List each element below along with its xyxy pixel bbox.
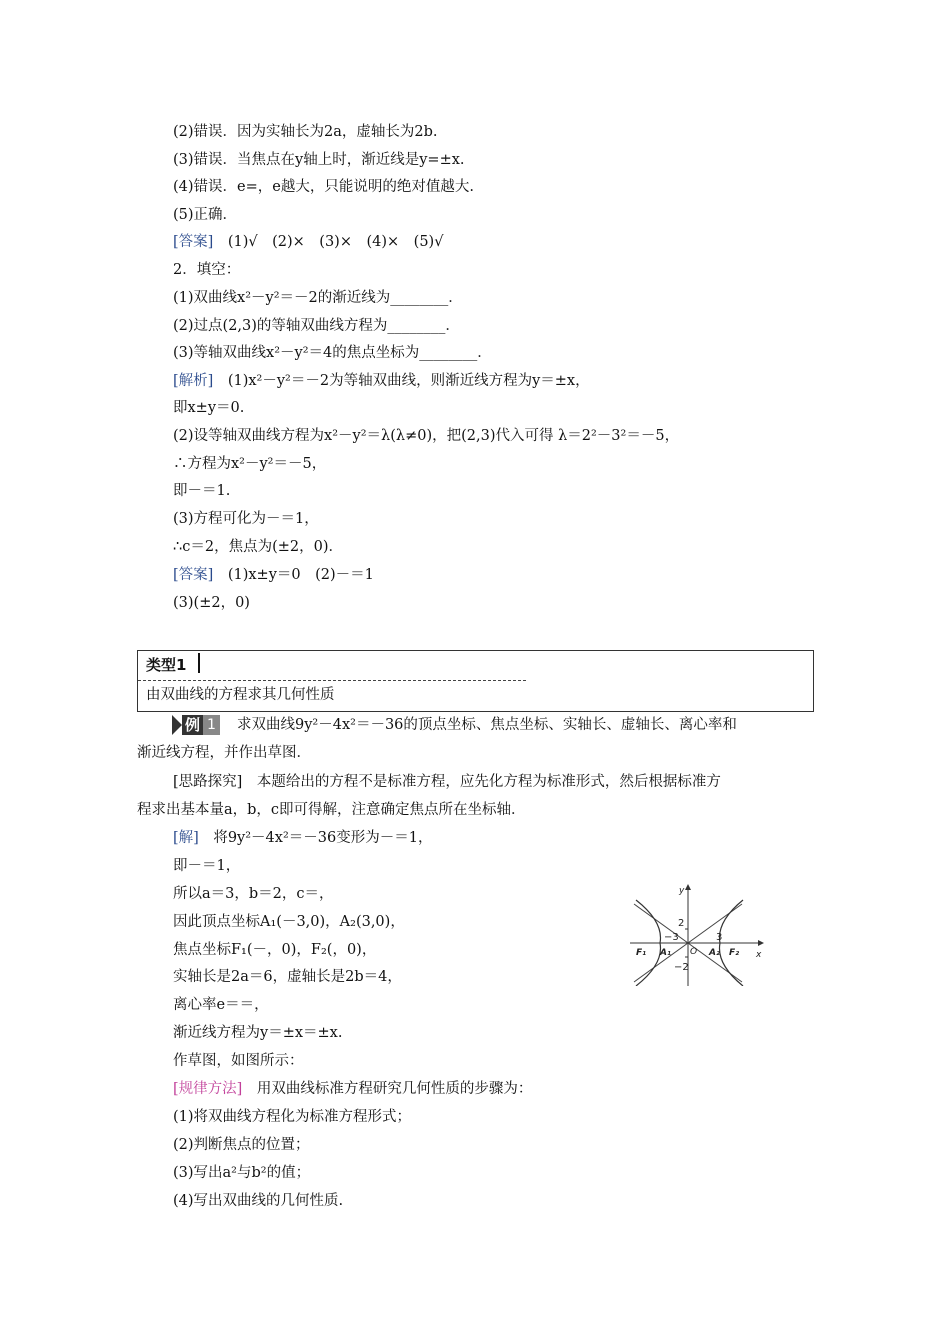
method-step-2: (2)判断焦点的位置；: [173, 1137, 310, 1153]
type-box: [137, 650, 814, 712]
analysis-line-1: [173, 371, 590, 391]
method-step-1: (1)将双曲线方程化为标准方程形式；: [173, 1109, 412, 1125]
question-2-part-2: (2)过点(2,3)的等轴双曲线方程为________．: [173, 318, 460, 334]
solution-step-4: 因此顶点坐标A₁(－3,0)，A₂(3,0)，: [173, 914, 405, 930]
think-tag: [思路探究]: [173, 774, 243, 790]
answer-line-1: [173, 232, 443, 252]
x-label: x: [756, 950, 762, 960]
solution-step-7: 离心率e＝＝，: [173, 997, 269, 1013]
solution-tag: [解]: [173, 830, 199, 846]
example-badge: [172, 715, 220, 735]
answer-text: (1)√ (2)× (3)× (4)× (5)√: [227, 234, 444, 250]
method-line-intro: [173, 1079, 532, 1099]
solution-step-5: 焦点坐标F₁(－，0)，F₂(，0)，: [173, 942, 377, 958]
y-label: y: [679, 886, 685, 896]
analysis-line-2c: 即－＝1.: [173, 483, 231, 499]
vertex-a2-label: A₂: [709, 948, 720, 958]
type-label: 类型1: [146, 656, 187, 674]
solution-text: 将9y²－4x²＝－36变形为－＝1，: [213, 830, 433, 846]
method-step-4: (4)写出双曲线的几何性质.: [173, 1193, 344, 1209]
y-axis-arrow-icon: [685, 884, 691, 890]
tick-label-y-neg2: −2: [674, 962, 689, 973]
solution-line-2: (2)错误．因为实轴长为2a，虚轴长为2b.: [173, 124, 438, 140]
think-line-2: 程求出基本量a，b，c即可得解，注意确定焦点所在坐标轴．: [137, 802, 526, 818]
solution-line-4: (4)错误．e=，e越大，只能说明的绝对值越大.: [173, 179, 474, 195]
answer-text-2: (1)x±y＝0 (2)－＝1: [227, 567, 374, 583]
x-axis-arrow-icon: [758, 940, 764, 946]
analysis-line-2b: ∴方程为x²－y²＝－5，: [173, 456, 327, 472]
method-tag: [规律方法]: [173, 1081, 243, 1097]
analysis-tag: [解析]: [173, 373, 214, 389]
example-label: 例: [182, 715, 203, 735]
tick-label-x-neg3: −3: [664, 932, 679, 943]
focus-f2-label: F₂: [729, 948, 740, 958]
analysis-line-3: (3)方程可化为－＝1，: [173, 511, 319, 527]
vertex-a1-label: A₁: [660, 948, 671, 958]
origin-label: O: [690, 947, 698, 957]
solution-step-1: [173, 828, 432, 848]
solution-step-2: 即－＝1，: [173, 858, 241, 874]
type-title: 由双曲线的方程求其几何性质: [146, 687, 335, 703]
type-label-bar: [198, 653, 200, 673]
analysis-line-3b: ∴c＝2，焦点为(±2，0)．: [173, 539, 343, 555]
analysis-line-1b: 即x±y＝0.: [173, 400, 245, 416]
method-step-3: (3)写出a²与b²的值；: [173, 1165, 311, 1181]
example-number: 1: [203, 715, 220, 735]
answer-line-3: (3)(±2，0): [173, 595, 250, 611]
analysis-line-2: (2)设等轴双曲线方程为x²－y²＝λ(λ≠0)，把(2,3)代入可得 λ＝2²－3²＝－5，: [173, 428, 680, 444]
solution-step-9: 作草图，如图所示：: [173, 1053, 304, 1069]
solution-line-5: (5)正确．: [173, 207, 238, 223]
solution-step-8: 渐近线方程为y＝±x＝±x.: [173, 1025, 343, 1041]
solution-step-6: 实轴长是2a＝6，虚轴长是2b＝4，: [173, 969, 402, 985]
tick-label-x-3: 3: [716, 932, 723, 943]
question-2-part-1: (1)双曲线x²－y²＝－2的渐近线为________．: [173, 290, 463, 306]
tick-label-y-2: 2: [678, 918, 685, 929]
think-line-1: [173, 772, 721, 792]
example-question-1: 求双曲线9y²－4x²＝－36的顶点坐标、焦点坐标、实轴长、虚轴长、离心率和: [237, 717, 737, 733]
think-text: 本题给出的方程不是标准方程，应先化方程为标准形式，然后根据标准方: [256, 774, 721, 790]
example-arrow-icon: [172, 715, 182, 735]
focus-f1-label: F₁: [636, 948, 647, 958]
answer-line-2: [173, 565, 374, 585]
method-intro: 用双曲线标准方程研究几何性质的步骤为：: [256, 1081, 533, 1097]
question-2-title: 2．填空：: [173, 262, 241, 278]
type-box-header: [138, 651, 526, 681]
question-2-part-3: (3)等轴双曲线x²－y²＝4的焦点坐标为________．: [173, 345, 492, 361]
solution-line-3: (3)错误．当焦点在y轴上时，渐近线是y=±x.: [173, 152, 465, 168]
hyperbola-figure: [630, 882, 764, 986]
answer-tag: [答案]: [173, 234, 214, 250]
analysis-text: (1)x²－y²＝－2为等轴双曲线，则渐近线方程为y＝±x，: [227, 373, 590, 389]
answer-tag-2: [答案]: [173, 567, 214, 583]
example-question-2: 渐近线方程，并作出草图．: [137, 745, 311, 761]
solution-step-3: 所以a＝3，b＝2，c＝，: [173, 886, 334, 902]
